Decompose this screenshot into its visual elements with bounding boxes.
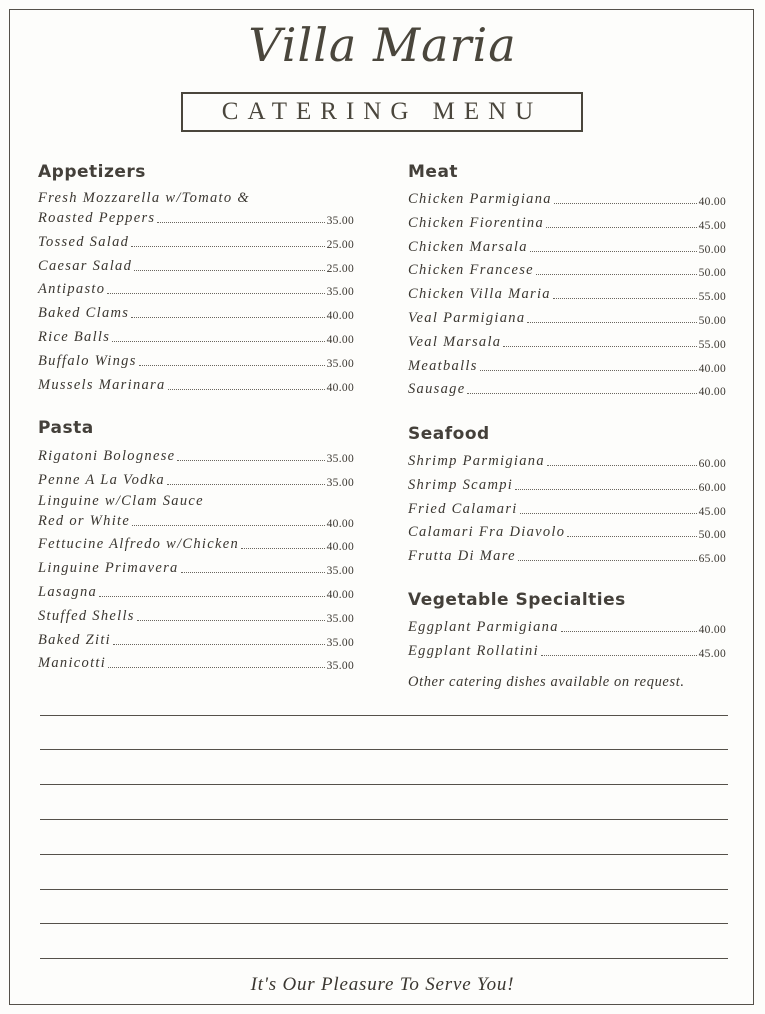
menu-item-price: 35.00 — [326, 636, 354, 649]
writing-line — [40, 784, 728, 785]
menu-item-price: 45.00 — [698, 505, 726, 518]
menu-item-name: Frutta Di Mare — [408, 548, 516, 565]
menu-item-price: 35.00 — [326, 215, 354, 227]
menu-item-name: Baked Ziti — [38, 631, 112, 648]
menu-item-line1: Fresh Mozzarella w/Tomato & — [38, 190, 250, 206]
menu-item-line1: Linguine w/Clam Sauce — [38, 492, 204, 509]
menu-item-price: 35.00 — [326, 612, 354, 625]
dot-leader — [168, 389, 325, 390]
menu-item-name: Roasted Peppers — [38, 210, 156, 226]
menu-item-price: 40.00 — [326, 334, 354, 346]
section-heading-vegetable: Vegetable Specialties — [408, 590, 626, 610]
menu-item — [38, 326, 354, 346]
dot-leader — [167, 484, 325, 485]
menu-item-name: Chicken Francese — [408, 262, 534, 279]
catering-note: Other catering dishes available on request. — [408, 674, 685, 690]
menu-item-price: 35.00 — [326, 357, 354, 370]
dot-leader — [137, 620, 325, 621]
menu-item-price: 40.00 — [326, 541, 354, 554]
section-heading-pasta: Pasta — [38, 418, 94, 438]
menu-item-name: Mussels Marinara — [38, 376, 166, 393]
menu-item-price: 50.00 — [698, 315, 726, 327]
dot-leader — [547, 465, 697, 466]
section-heading-meat: Meat — [408, 162, 459, 182]
menu-item-name: Chicken Villa Maria — [408, 286, 551, 303]
menu-item-price: 50.00 — [698, 243, 726, 256]
menu-item-name: Veal Marsala — [408, 333, 502, 350]
menu-item — [408, 378, 726, 398]
menu-item-price: 55.00 — [698, 291, 726, 304]
menu-item-name: Calamari Fra Diavolo — [408, 524, 566, 541]
menu-item — [408, 188, 726, 208]
dot-leader — [515, 489, 697, 490]
menu-item-name: Veal Parmigiana — [408, 310, 526, 326]
menu-item — [408, 545, 726, 565]
menu-item-price: 40.00 — [326, 589, 354, 601]
dot-leader — [530, 251, 697, 252]
dot-leader — [241, 548, 325, 549]
writing-line — [40, 749, 728, 750]
menu-item — [38, 557, 354, 577]
menu-item-price: 40.00 — [698, 624, 726, 636]
writing-line — [40, 715, 728, 716]
menu-item-price: 40.00 — [698, 362, 726, 375]
menu-item — [38, 469, 354, 489]
dot-leader — [561, 631, 697, 632]
menu-item-name: Caesar Salad — [38, 257, 133, 274]
menu-item-name: Rigatoni Bolognese — [38, 448, 176, 464]
section-heading-appetizers: Appetizers — [38, 162, 146, 182]
menu-item-name: Baked Clams — [38, 305, 130, 322]
menu-item-price: 25.00 — [326, 238, 354, 251]
menu-item-name: Fettucine Alfredo w/Chicken — [38, 536, 240, 553]
menu-item-name: Buffalo Wings — [38, 352, 137, 369]
menu-item — [38, 207, 354, 227]
dot-leader — [112, 341, 324, 342]
menu-item-price: 35.00 — [326, 476, 354, 489]
writing-line — [40, 958, 728, 959]
menu-item-price: 35.00 — [326, 286, 354, 299]
dot-leader — [99, 596, 325, 597]
dot-leader — [134, 270, 324, 271]
dot-leader — [181, 572, 325, 573]
menu-item — [38, 350, 354, 370]
menu-item — [408, 450, 726, 470]
menu-item-name: Chicken Marsala — [408, 238, 528, 255]
dot-leader — [132, 525, 325, 526]
dot-leader — [131, 246, 324, 247]
dot-leader — [553, 298, 697, 299]
menu-item — [408, 307, 726, 327]
menu-item-price: 35.00 — [326, 565, 354, 578]
dot-leader — [503, 346, 696, 347]
menu-item-name: Manicotti — [38, 655, 107, 672]
menu-item — [38, 255, 354, 275]
dot-leader — [527, 322, 696, 323]
menu-item — [408, 616, 726, 636]
dot-leader — [108, 667, 325, 668]
menu-item — [408, 236, 726, 256]
menu-item-name: Eggplant Parmigiana — [408, 619, 559, 635]
menu-item-name: Linguine Primavera — [38, 560, 179, 577]
menu-item — [408, 498, 726, 518]
menu-item — [408, 474, 726, 494]
dot-leader — [157, 222, 324, 223]
dot-leader — [536, 274, 697, 275]
writing-line — [40, 923, 728, 924]
dot-leader — [113, 644, 325, 645]
menu-item — [38, 533, 354, 553]
dot-leader — [518, 560, 697, 561]
menu-item-name: Stuffed Shells — [38, 607, 135, 624]
menu-item-name: Chicken Parmigiana — [408, 191, 552, 207]
footer-tagline: It's Our Pleasure To Serve You! — [250, 974, 515, 995]
menu-item-price: 50.00 — [698, 529, 726, 542]
menu-item-price: 25.00 — [326, 262, 354, 275]
menu-item — [38, 445, 354, 465]
section-heading-seafood: Seafood — [408, 424, 490, 444]
dot-leader — [131, 317, 324, 318]
menu-item — [408, 640, 726, 660]
menu-item — [38, 629, 354, 649]
menu-item — [408, 212, 726, 232]
menu-item — [408, 331, 726, 351]
dot-leader — [541, 655, 697, 656]
dot-leader — [567, 536, 696, 537]
menu-item — [38, 374, 354, 394]
menu-item-name: Sausage — [408, 381, 466, 398]
menu-item-price: 40.00 — [326, 517, 354, 530]
menu-item — [38, 302, 354, 322]
menu-item-price: 65.00 — [698, 553, 726, 566]
menu-item — [38, 278, 354, 298]
menu-subtitle: CATERING MENU — [181, 92, 583, 132]
menu-item-price: 50.00 — [698, 267, 726, 280]
menu-item-price: 60.00 — [698, 458, 726, 470]
menu-item-price: 40.00 — [326, 310, 354, 323]
menu-item-price: 35.00 — [326, 453, 354, 465]
menu-item-name: Lasagna — [38, 584, 98, 600]
menu-item-name: Red or White — [38, 512, 131, 529]
writing-line — [40, 854, 728, 855]
menu-item — [38, 231, 354, 251]
menu-item-name: Antipasto — [38, 281, 106, 298]
menu-item — [408, 355, 726, 375]
menu-item-name: Chicken Fiorentina — [408, 214, 545, 231]
menu-item — [38, 581, 354, 601]
menu-item-price: 45.00 — [698, 219, 726, 232]
menu-item — [408, 283, 726, 303]
writing-line — [40, 889, 728, 890]
menu-item-name: Meatballs — [408, 357, 478, 374]
dot-leader — [546, 227, 697, 228]
menu-item — [38, 605, 354, 625]
dot-leader — [467, 393, 696, 394]
menu-item-name: Tossed Salad — [38, 233, 130, 250]
menu-item-price: 60.00 — [698, 481, 726, 494]
menu-item-name: Penne A La Vodka — [38, 471, 165, 488]
menu-item-price: 40.00 — [326, 381, 354, 394]
menu-item-price: 40.00 — [698, 196, 726, 208]
menu-item — [38, 652, 354, 672]
dot-leader — [480, 370, 697, 371]
menu-item-name: Rice Balls — [38, 329, 111, 345]
menu-item — [408, 521, 726, 541]
menu-item-name: Fried Calamari — [408, 500, 518, 517]
dot-leader — [107, 293, 324, 294]
menu-item-price: 45.00 — [698, 647, 726, 660]
menu-item — [408, 259, 726, 279]
dot-leader — [139, 365, 325, 366]
dot-leader — [520, 513, 697, 514]
menu-item-name: Shrimp Parmigiana — [408, 453, 545, 469]
menu-item-name: Eggplant Rollatini — [408, 642, 539, 659]
menu-item-price: 55.00 — [698, 338, 726, 351]
page-title: Villa Maria — [248, 18, 517, 72]
menu-item-name: Shrimp Scampi — [408, 476, 514, 493]
menu-item-price: 40.00 — [698, 386, 726, 399]
writing-line — [40, 819, 728, 820]
dot-leader — [177, 460, 324, 461]
menu-item — [38, 510, 354, 530]
menu-item-price: 35.00 — [326, 660, 354, 673]
dot-leader — [554, 203, 697, 204]
